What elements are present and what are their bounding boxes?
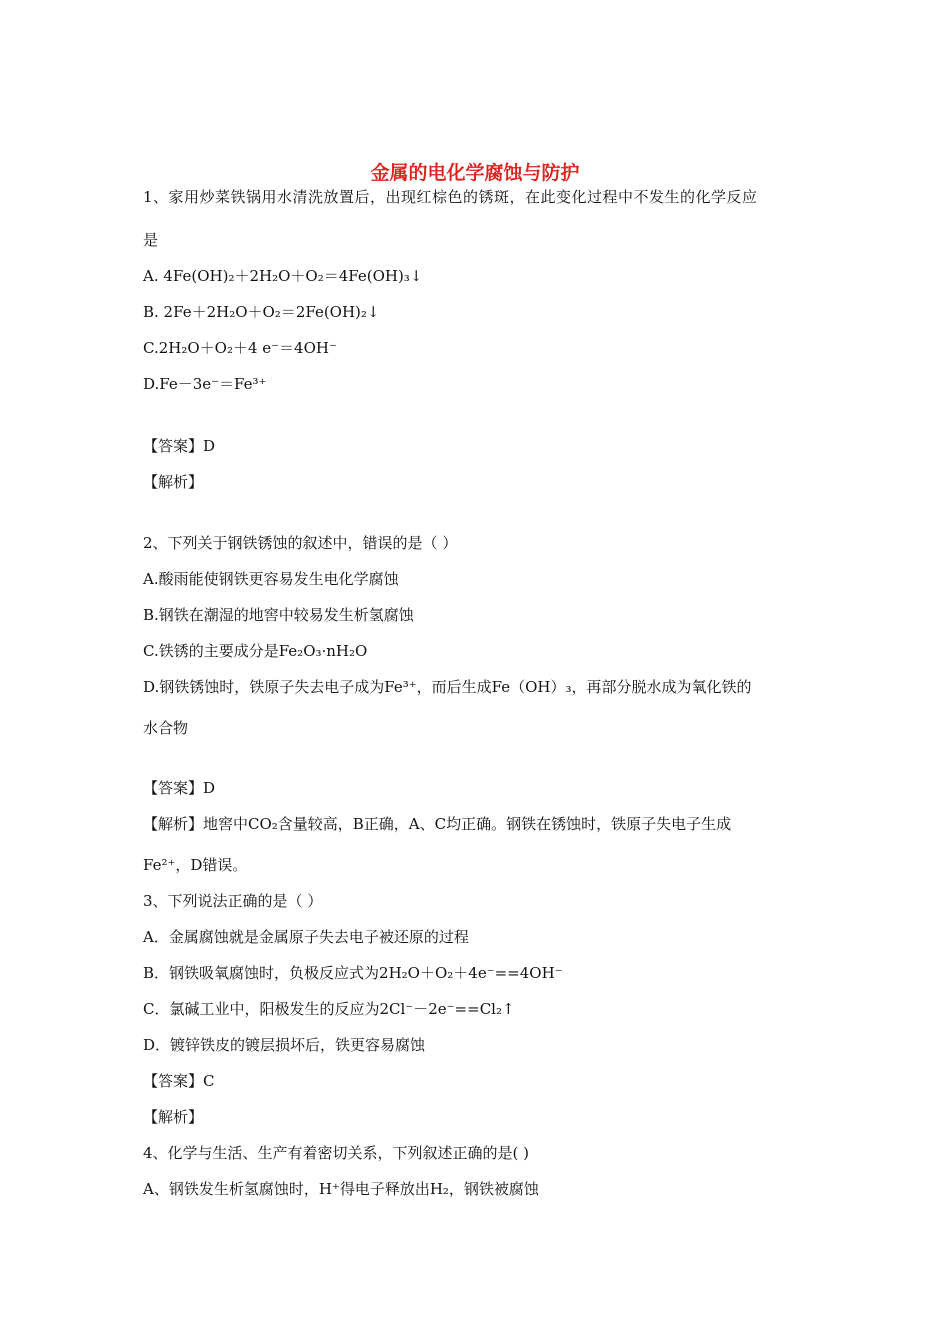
- q3-analysis: 【解析】: [143, 1108, 204, 1126]
- q1-analysis: 【解析】: [143, 473, 204, 491]
- q2-analysis-line1: 【解析】地窖中CO₂含量较高，B正确，A、C均正确。钢铁在锈蚀时，铁原子失电子生成: [143, 815, 732, 833]
- q1-answer: 【答案】D: [143, 437, 216, 455]
- q2-option-a: A.酸雨能使钢铁更容易发生电化学腐蚀: [143, 570, 399, 588]
- q2-analysis-line2: Fe²⁺，D错误。: [143, 856, 248, 874]
- q2-option-b: B.钢铁在潮湿的地窖中较易发生析氢腐蚀: [143, 606, 414, 624]
- q3-option-d: D．镀锌铁皮的镀层损坏后，铁更容易腐蚀: [143, 1036, 426, 1054]
- q2-option-c: C.铁锈的主要成分是Fe₂O₃·nH₂O: [143, 642, 368, 660]
- q3-answer: 【答案】C: [143, 1072, 215, 1090]
- q4-option-a: A、钢铁发生析氢腐蚀时，H⁺得电子释放出H₂，钢铁被腐蚀: [143, 1180, 539, 1198]
- q2-stem: 2、下列关于钢铁锈蚀的叙述中，错误的是（ ）: [143, 534, 458, 552]
- q2-option-d-line1: D.钢铁锈蚀时，铁原子失去电子成为Fe³⁺，而后生成Fe（OH）₃，再部分脱水成为氧化铁的: [143, 678, 752, 696]
- q1-option-b: B. 2Fe＋2H₂O＋O₂＝2Fe(OH)₂↓: [143, 303, 380, 321]
- q4-stem: 4、化学与生活、生产有着密切关系，下列叙述正确的是( ): [143, 1144, 530, 1162]
- q1-option-a: A. 4Fe(OH)₂＋2H₂O＋O₂＝4Fe(OH)₃↓: [143, 267, 423, 285]
- q3-stem: 3、下列说法正确的是（ ）: [143, 892, 323, 910]
- q2-option-d-line2: 水合物: [143, 719, 189, 737]
- q3-option-a: A．金属腐蚀就是金属原子失去电子被还原的过程: [143, 928, 469, 946]
- q1-stem-line2: 是: [143, 231, 159, 249]
- q1-stem-line1: 1、家用炒菜铁锅用水清洗放置后，出现红棕色的锈斑，在此变化过程中不发生的化学反应: [143, 188, 758, 206]
- document-title: 金属的电化学腐蚀与防护: [370, 162, 580, 184]
- q3-option-b: B．钢铁吸氧腐蚀时，负极反应式为2H₂O＋O₂＋4e⁻==4OH⁻: [143, 964, 563, 982]
- q2-answer: 【答案】D: [143, 779, 216, 797]
- q1-option-c: C.2H₂O＋O₂＋4 e⁻＝4OH⁻: [143, 339, 337, 357]
- q3-option-c: C．氯碱工业中，阳极发生的反应为2Cl⁻－2e⁻==Cl₂↑: [143, 1000, 515, 1018]
- q1-option-d: D.Fe－3e⁻＝Fe³⁺: [143, 375, 267, 393]
